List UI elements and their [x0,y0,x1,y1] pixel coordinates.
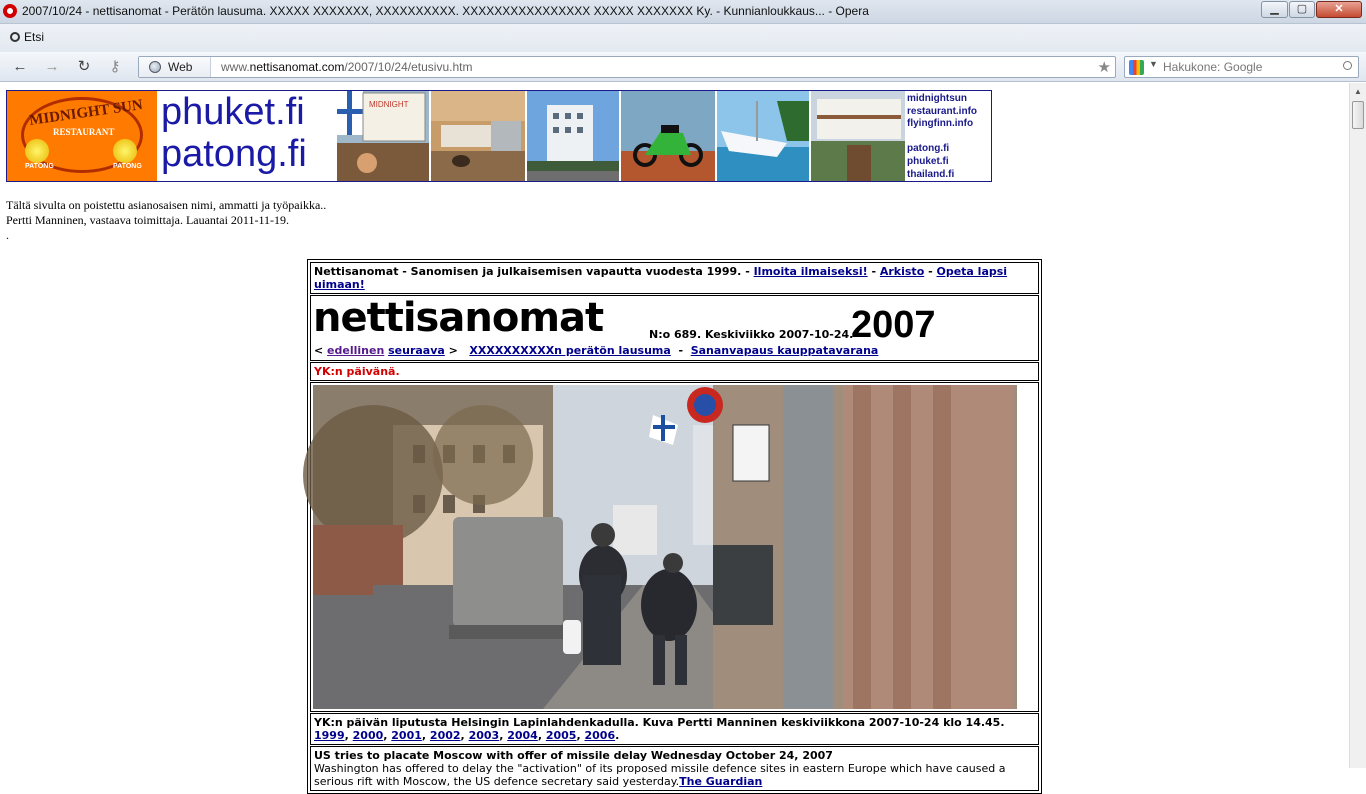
header-text: Nettisanomat - Sanomisen ja julkaisemisen vapautta vuodesta 1999. - [314,265,754,278]
next-issue-link[interactable]: seuraava [388,344,445,357]
find-label: Etsi [24,30,45,44]
year-link[interactable]: 1999 [314,729,345,742]
year-link[interactable]: 2004 [507,729,538,742]
news-row [310,746,1039,791]
restaurant-terrace-photo[interactable] [811,91,905,181]
newspaper-table [307,259,1042,794]
domain-phuket[interactable]: phuket.fi [161,91,305,133]
masthead-logo: nettisanomat [313,295,604,341]
forward-button[interactable]: → [44,58,60,75]
title-bar [0,0,1366,24]
banner-link-spacer [907,131,977,144]
scroll-up-icon[interactable]: ▲ [1354,87,1362,96]
year-link[interactable]: 2003 [468,729,500,742]
year-link[interactable]: 2005 [545,729,577,742]
menu-bar [0,24,1366,52]
nav-prefix: < [314,344,328,357]
logo-left-text: PATONG [25,163,54,170]
banner-link-list[interactable] [907,93,977,181]
banner-link[interactable]: restaurant.info [907,105,978,117]
news-body-wrap [314,762,1035,788]
notice-line: . [6,228,9,242]
ad-banner[interactable] [6,90,992,182]
search-engine-field[interactable] [1124,56,1359,78]
news-body: Washington has offered to delay the "activation" of its proposed missile defence sites in eastern Europe which have caused a serious rift with Moscow, the US defence secretary said yesterday. [314,762,1006,788]
navigation-bar [0,52,1366,82]
motorbike-photo[interactable] [621,91,715,181]
svg-text:MIDNIGHT: MIDNIGHT [369,100,409,109]
banner-domains[interactable] [159,91,337,181]
header-row [310,262,1039,294]
nav-suffix: > [444,344,458,357]
maximize-button[interactable]: ▢ [1289,1,1315,18]
archive-link[interactable]: Arkisto [879,265,925,278]
headline-row [310,362,1039,381]
wand-key-icon[interactable]: ⚷ [109,58,121,75]
year-link[interactable]: 2001 [391,729,422,742]
banner-link[interactable]: phuket.fi [907,155,949,167]
news-source-link[interactable]: The Guardian [679,775,763,788]
year-link[interactable]: 2002 [429,729,461,742]
globe-icon [149,61,161,73]
address-field[interactable] [138,56,1116,78]
web-badge[interactable] [139,57,211,77]
caption-row [310,713,1039,745]
issue-year: 2007 [851,304,936,346]
url-prefix: www. [221,60,250,74]
sauna-photo[interactable] [431,91,525,181]
removal-notice [6,198,326,243]
logo-right-text: PATONG [113,163,142,170]
notice-line: Pertti Manninen, vastaava toimittaja. Lauantai 2011-11-19. [6,213,290,227]
logo-title: MIDNIGHT SUN [28,97,144,129]
news-title: US tries to placate Moscow with offer of missile delay Wednesday October 24, 2007 [314,749,833,762]
google-icon[interactable] [1129,60,1144,75]
masthead [310,295,1039,361]
bookmark-star-icon[interactable]: ★ [1097,59,1111,76]
reload-button[interactable]: ↻ [77,58,91,75]
year-link[interactable]: 2000 [352,729,384,742]
year-link[interactable]: 2006 [584,729,616,742]
window-title: 2007/10/24 - nettisanomat - Perätön lausuma. XXXXX XXXXXXX, XXXXXXXXXX. XXXXXXXXXXXXXXXX XXXXX XXXXXXX Ky. - Kunnianloukkaus... - Opera [22,4,869,18]
hotel-building-photo[interactable] [527,91,619,181]
url-text[interactable] [221,57,472,77]
url-domain: nettisanomat.com [249,60,345,74]
swim-link[interactable]: Opeta lapsi uimaan! [314,265,1008,291]
search-icon [10,32,20,42]
back-button[interactable]: ← [12,58,28,75]
find-menu[interactable] [10,30,44,44]
opera-logo-icon[interactable] [3,4,17,18]
page-viewport [0,83,1349,788]
banner-link[interactable]: patong.fi [907,143,950,155]
midnight-sun-logo[interactable] [7,91,157,181]
banner-link[interactable]: midnightsun [907,93,967,104]
sun-icon [25,139,49,163]
issue-info: N:o 689. Keskiviikko 2007-10-24. [649,328,854,341]
chevron-down-icon[interactable]: ▼ [1149,59,1158,69]
sun-icon [113,139,137,163]
street-flags-photo [313,385,1017,709]
restaurant-sign-photo[interactable] [337,91,429,181]
separator: - [867,265,880,278]
separator: - [924,265,937,278]
scroll-thumb[interactable] [1352,101,1364,129]
red-headline: YK:n päivänä. [314,365,400,378]
issue-navigation: < edellinen seuraava > XXXXXXXXXXn perätön lausuma - Sananvapaus kauppatavarana [314,344,879,357]
boat-bay-photo[interactable] [717,91,809,181]
photo-row [310,382,1039,712]
statement-link[interactable]: XXXXXXXXXXn perätön lausuma [469,344,671,357]
close-button[interactable]: ✕ [1316,1,1362,18]
photo-caption: YK:n päivän liputusta Helsingin Lapinlahdenkadulla. Kuva Pertti Manninen keskiviikkona 2007-10-24 klo 14.45. [314,716,1005,729]
free-speech-link[interactable]: Sananvapaus kauppatavarana [690,344,879,357]
vertical-scrollbar[interactable] [1349,83,1366,768]
minimize-button[interactable]: ▁ [1261,1,1288,18]
previous-issue-link[interactable]: edellinen [327,344,385,357]
web-label: Web [168,60,193,74]
search-icon[interactable] [1343,61,1352,70]
year-archive-links: 1999, 2000, 2001, 2002, 2003, 2004, 2005, 2006. [314,729,620,742]
logo-subtitle: RESTAURANT [53,127,115,137]
url-path: /2007/10/24/etusivu.htm [344,60,473,74]
search-placeholder: Hakukone: Google [1163,60,1263,74]
banner-link[interactable]: flyingfinn.info [907,118,974,130]
banner-link[interactable]: thailand.fi [907,168,955,180]
free-ad-link[interactable]: Ilmoita ilmaiseksi! [753,265,868,278]
domain-patong[interactable]: patong.fi [161,133,307,175]
notice-line: Tältä sivulta on poistettu asianosaisen nimi, ammatti ja työpaikka.. [6,198,327,212]
